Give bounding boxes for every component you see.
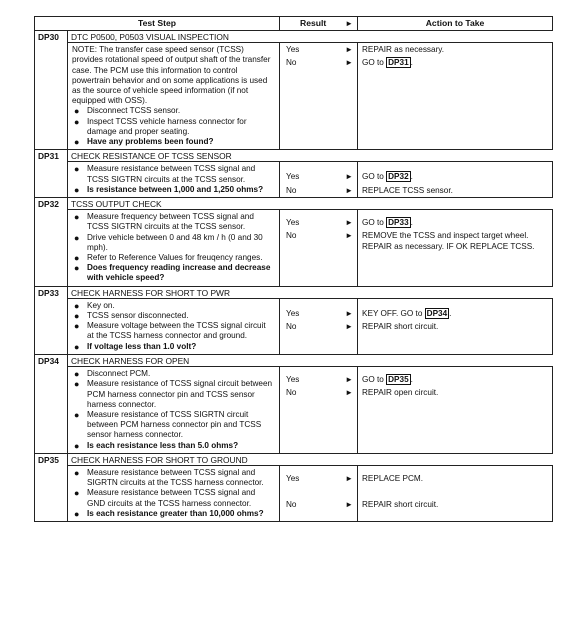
step-results [280,162,358,198]
step-body [68,43,280,150]
instruction-text: Measure resistance of TCSS signal circuit between PCM harness connector pin and TCSS sensor harness connector. [87,379,273,409]
header-test-step: Test Step [35,17,280,31]
result-item [286,322,357,332]
step-id: DP31 [35,150,68,198]
arrow-icon: ► [345,45,354,55]
header-result [280,17,358,31]
result-value: Yes [286,375,300,385]
instruction-text: Inspect TCSS vehicle harness connector for damage and proper seating. [87,116,247,136]
bullet-icon: ● [74,467,80,478]
step-reference-link[interactable]: DP31 [388,58,409,68]
instruction-text: Measure resistance between TCSS signal and SIGRTN circuits at the TCSS harness connector. [87,467,264,488]
action-item [362,172,548,182]
step-note: NOTE: The transfer case speed sensor (TCSS) provides rotational speed of output shaft of the transfer case. The PCM use this information to control powertrain behavior and on some applications is used as the source of vehicle speed information (if not equipped with OSS). [72,45,271,106]
step-results [280,367,358,454]
header-action: Action to Take [358,17,553,31]
instruction-item [72,468,273,488]
bullet-icon: ● [74,164,80,175]
instruction-text: Disconnect PCM. [87,369,151,379]
bullet-icon: ● [74,137,80,148]
step-body [68,298,280,354]
step-title-row [35,354,553,366]
step-question [72,137,273,147]
bullet-icon: ● [74,440,80,451]
action-item [362,45,548,55]
step-instructions [72,301,273,352]
result-item [286,45,357,55]
bullet-icon: ● [74,508,80,519]
arrow-icon: ► [345,500,354,510]
bullet-icon: ● [74,409,80,420]
action-text: GO to [362,58,387,68]
step-reference-link[interactable]: DP33 [388,218,409,228]
table-body [35,31,553,522]
result-item [286,218,357,228]
result-item [286,474,357,484]
step-body [68,465,280,521]
step-title-row [35,198,553,210]
result-item [286,500,357,510]
header-arrow-icon: ► [345,19,354,28]
instruction-text: Measure resistance of TCSS SIGRTN circuit between PCM harness connector pin and TCSS sensor harness connector. [87,409,262,440]
instruction-item [72,233,273,253]
action-text: REPLACE TCSS sensor. [362,185,453,195]
bullet-icon: ● [74,232,80,243]
bullet-icon: ● [74,263,80,274]
step-instructions [72,468,273,519]
step-title: CHECK HARNESS FOR OPEN [68,354,553,366]
step-id: DP34 [35,354,68,453]
instruction-text: TCSS sensor disconnected. [87,311,189,321]
step-actions [358,298,553,354]
result-value: No [286,185,297,195]
action-item [362,186,548,196]
step-title: CHECK HARNESS FOR SHORT TO PWR [68,286,553,298]
arrow-icon: ► [345,172,354,182]
arrow-icon: ► [345,322,354,332]
action-text: REMOVE the TCSS and inspect target wheel. REPAIR as necessary. IF OK REPLACE TCSS. [362,231,535,251]
bullet-icon: ● [74,311,80,322]
action-item [362,375,548,385]
result-value: Yes [286,308,300,318]
question-text: Is each resistance greater than 10,000 ohms? [87,508,264,518]
action-item [362,58,548,68]
step-instructions [72,106,273,147]
instruction-text: Key on. [87,300,115,310]
result-item [286,309,357,319]
arrow-icon: ► [345,388,354,398]
bullet-icon: ● [74,184,80,195]
step-title-row [35,286,553,298]
instruction-item [72,410,273,441]
action-text: REPAIR short circuit. [362,322,439,332]
result-item [286,172,357,182]
result-value: No [286,500,297,510]
step-title-row [35,453,553,465]
instruction-text: Drive vehicle between 0 and 48 km / h (0 and 30 mph). [87,232,263,252]
step-reference-link[interactable]: DP34 [426,308,448,318]
instruction-item [72,321,273,341]
step-instructions [72,212,273,283]
bullet-icon: ● [74,369,80,380]
step-reference-link[interactable]: DP35 [388,375,409,385]
step-actions [358,43,553,150]
arrow-icon: ► [345,375,354,385]
step-results [280,298,358,354]
result-value: Yes [286,45,300,55]
step-results [280,43,358,150]
bullet-icon: ● [74,488,80,499]
instruction-item [72,311,273,321]
arrow-icon: ► [345,308,354,318]
step-id: DP33 [35,286,68,354]
action-item [362,231,548,251]
arrow-icon: ► [345,231,354,241]
action-text: REPAIR short circuit. [362,500,439,510]
table-header-row [35,17,553,31]
action-text-suffix: . [410,172,413,182]
action-text: GO to [362,172,387,182]
bullet-icon: ● [74,379,80,390]
step-id: DP35 [35,453,68,521]
step-question [72,185,273,195]
instruction-text: Measure resistance between TCSS signal and GND circuits at the TCSS harness connector. [87,488,256,508]
step-instructions [72,164,273,195]
instruction-item [72,379,273,410]
action-text: KEY OFF. GO to [362,308,425,318]
instruction-text: Measure resistance between TCSS signal and TCSS SIGTRN circuits at the TCSS sensor. [87,164,256,184]
step-instructions [72,369,273,451]
instruction-text: Refer to Reference Values for freuqency ranges. [87,253,263,263]
action-item [362,218,548,228]
step-body [68,162,280,198]
step-detail-row [35,367,553,454]
bullet-icon: ● [74,106,80,117]
action-text-suffix: . [410,375,413,385]
arrow-icon: ► [345,58,354,68]
bullet-icon: ● [74,212,80,223]
arrow-icon: ► [345,218,354,228]
action-text: REPAIR as necessary. [362,45,445,55]
question-text: If voltage less than 1.0 volt? [87,341,197,351]
step-title: TCSS OUTPUT CHECK [68,198,553,210]
result-value: No [286,388,297,398]
result-value: Yes [286,172,300,182]
step-detail-row [35,465,553,521]
step-title: DTC P0500, P0503 VISUAL INSPECTION [68,31,553,43]
bullet-icon: ● [74,321,80,332]
action-item [362,500,548,510]
action-text-suffix: . [449,308,452,318]
step-title: CHECK RESISTANCE OF TCSS SENSOR [68,150,553,162]
bullet-icon: ● [74,116,80,127]
question-text: Does frequency reading increase and decrease with vehicle speed? [87,263,271,283]
step-actions [358,162,553,198]
step-body [68,367,280,454]
instruction-item [72,164,273,184]
bullet-icon: ● [74,253,80,264]
step-reference-link[interactable]: DP32 [388,172,409,182]
instruction-item [72,488,273,508]
result-value: No [286,322,297,332]
step-id: DP30 [35,31,68,150]
result-item [286,58,357,68]
result-value: No [286,58,297,68]
step-body [68,210,280,286]
bullet-icon: ● [74,341,80,352]
result-item [286,231,357,241]
pinpoint-test-table [34,16,553,522]
step-question [72,263,273,283]
result-value: Yes [286,218,300,228]
result-item [286,388,357,398]
instruction-item [72,301,273,311]
question-text: Is each resistance less than 5.0 ohms? [87,440,239,450]
step-detail-row [35,210,553,286]
step-question [72,509,273,519]
action-text: GO to [362,375,387,385]
step-question [72,342,273,352]
header-result-label: Result [300,18,327,28]
step-title-row [35,31,553,43]
step-detail-row [35,298,553,354]
instruction-text: Measure voltage between the TCSS signal circuit at the TCSS harness connector and ground. [87,321,266,341]
question-text: Have any problems been found? [87,137,214,147]
instruction-item [72,212,273,232]
result-value: No [286,231,297,241]
action-text: REPAIR open circuit. [362,388,439,398]
action-item [362,322,548,332]
result-item [286,375,357,385]
result-value: Yes [286,473,300,483]
step-actions [358,367,553,454]
step-id: DP32 [35,198,68,287]
action-text-suffix: . [410,58,413,68]
bullet-icon: ● [74,300,80,311]
question-text: Is resistance between 1,000 and 1,250 ohms? [87,184,264,194]
step-detail-row [35,162,553,198]
action-item [362,474,548,484]
action-text: REPLACE PCM. [362,473,423,483]
step-actions [358,210,553,286]
step-actions [358,465,553,521]
instruction-item [72,253,273,263]
action-text: GO to [362,218,387,228]
arrow-icon: ► [345,185,354,195]
instruction-text: Disconnect TCSS sensor. [87,106,181,116]
step-title-row [35,150,553,162]
instruction-item [72,106,273,116]
action-item [362,388,548,398]
diagnostic-table-sheet [34,16,552,522]
step-detail-row [35,43,553,150]
action-item [362,309,548,319]
instruction-item [72,117,273,137]
step-title: CHECK HARNESS FOR SHORT TO GROUND [68,453,553,465]
instruction-text: Measure frequency between TCSS signal and TCSS SIGTRN circuits at the TCSS sensor. [87,212,254,232]
step-question [72,441,273,451]
result-item [286,186,357,196]
step-results [280,210,358,286]
arrow-icon: ► [345,473,354,483]
instruction-item [72,369,273,379]
action-text-suffix: . [410,218,413,228]
step-results [280,465,358,521]
